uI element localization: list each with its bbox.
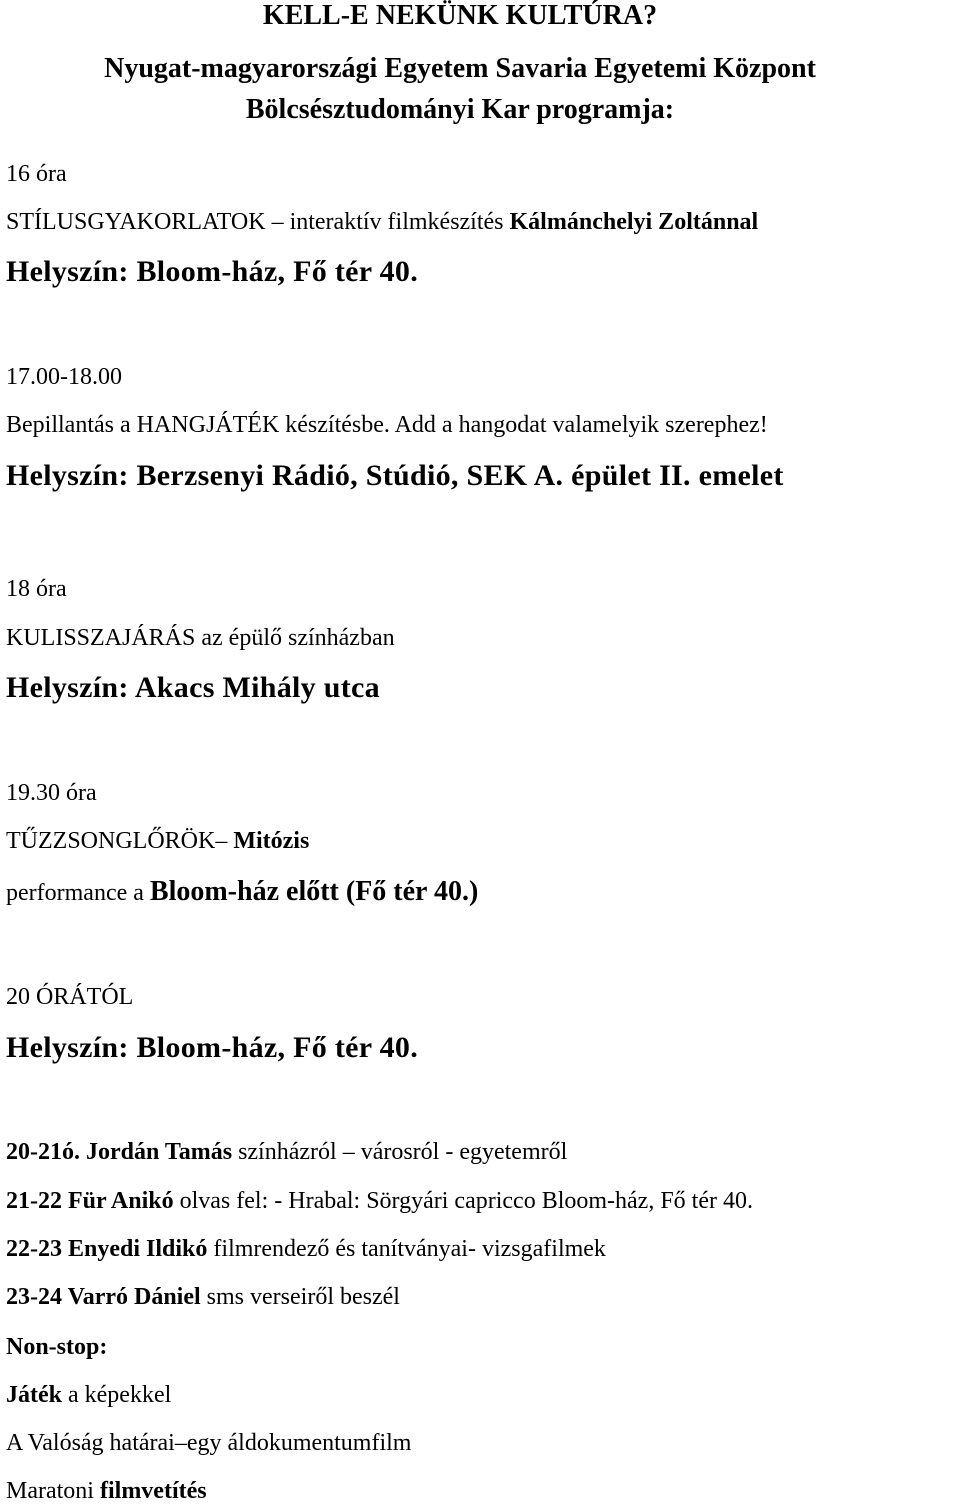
nonstop-item: Maratoni filmvetítés — [6, 1478, 207, 1504]
event-time: 16 óra — [6, 161, 67, 187]
nonstop-item: Játék a képekkel — [6, 1382, 172, 1408]
schedule-row: 21-22 Für Anikó olvas fel: - Hrabal: Sörgyári capricco Bloom-ház, Fő tér 40. — [6, 1188, 753, 1214]
event-location: Helyszín: Akacs Mihály utca — [6, 671, 380, 704]
document-title: KELL-E NEKÜNK KULTÚRA? — [262, 0, 658, 31]
event-description: KULISSZAJÁRÁS az épülő színházban — [6, 625, 395, 651]
event-description: Bepillantás a HANGJÁTÉK készítésbe. Add a hangodat valamelyik szerephez! — [6, 412, 768, 438]
nonstop-label: Non-stop: — [6, 1334, 108, 1360]
schedule-row: 22-23 Enyedi Ildikó filmrendező és tanítványai- vizsgafilmek — [6, 1236, 606, 1262]
event-time: 18 óra — [6, 576, 67, 602]
faculty-programme-heading: Bölcsésztudományi Kar programja: — [245, 94, 675, 125]
event-title: STÍLUSGYAKORLATOK – interaktív filmkészítés Kálmánchelyi Zoltánnal — [6, 209, 759, 235]
schedule-row: 20-21ó. Jordán Tamás színházról – városról - egyetemről — [6, 1139, 568, 1165]
event-location: Helyszín: Bloom-ház, Fő tér 40. — [6, 1031, 419, 1064]
event-location: Helyszín: Bloom-ház, Fő tér 40. — [6, 255, 419, 288]
schedule-row: 23-24 Varró Dániel sms verseiről beszél — [6, 1284, 400, 1310]
nonstop-item: A Valóság határai–egy áldokumentumfilm — [6, 1430, 412, 1456]
event-time: 17.00-18.00 — [6, 364, 122, 390]
event-title: TŰZZSONGLŐRÖK– Mitózis — [6, 828, 310, 854]
event-location: Helyszín: Berzsenyi Rádió, Stúdió, SEK A. épület II. emelet — [6, 459, 784, 492]
event-performance: performance a Bloom-ház előtt (Fő tér 40.) — [6, 876, 479, 907]
organizer-name: Nyugat-magyarországi Egyetem Savaria Egyetemi Központ — [104, 53, 816, 84]
event-time: 20 ÓRÁTÓL — [6, 984, 134, 1010]
event-time: 19.30 óra — [6, 780, 97, 806]
